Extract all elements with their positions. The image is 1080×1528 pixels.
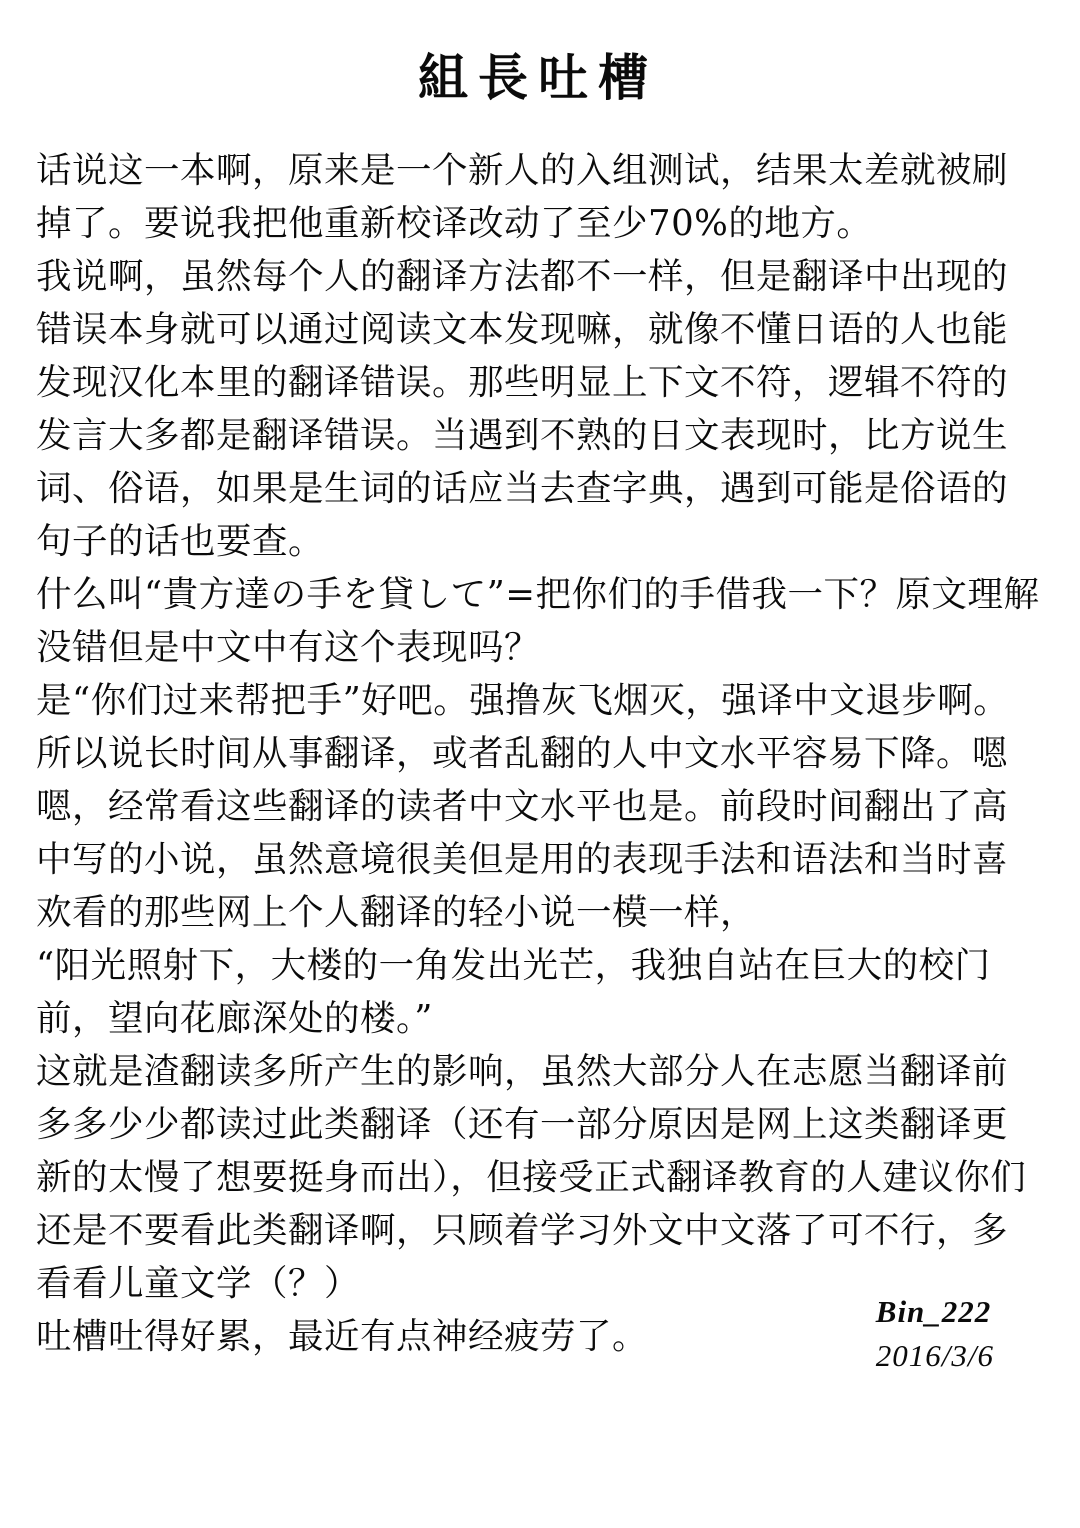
signature-block	[876, 1290, 994, 1378]
paragraph: 话说这一本啊，原来是一个新人的入组测试，结果太差就被刷掉了。要说我把他重新校译改动了至少70%的地方。	[36, 150, 1009, 244]
paragraph: 这就是渣翻读多所产生的影响，虽然大部分人在志愿当翻译前多多少少都读过此类翻译（还有一部分原因是网上这类翻译更新的太慢了想要挺身而出），但接受正式翻译教育的人建议你们还是不要看此类翻译啊，只顾着学习外文中文落了可不行，多看看儿童文学（？）	[36, 1051, 1027, 1304]
paragraph: 什么叫“貴方達の手を貸して”=把你们的手借我一下？原文理解没错但是中文中有这个表现吗？	[36, 574, 1040, 668]
paragraph: “阳光照射下，大楼的一角发出光芒，我独自站在巨大的校门前，望向花廊深处的楼。”	[36, 945, 991, 1039]
paragraph: 吐槽吐得好累，最近有点神经疲劳了。	[36, 1316, 649, 1357]
paragraph: 是“你们过来帮把手”好吧。强撸灰飞烟灭，强译中文退步啊。所以说长时间从事翻译，或者乱翻的人中文水平容易下降。嗯嗯，经常看这些翻译的读者中文水平也是。前段时间翻出了高中写的小说，虽然意境很美但是用的表现手法和语法和当时喜欢看的那些网上个人翻译的轻小说一模一样，	[36, 680, 1010, 933]
page-title: 組長吐槽	[418, 48, 658, 107]
signature-name: Bin_222	[875, 1294, 992, 1329]
document-body	[36, 144, 1040, 1363]
signature-date: 2016/3/6	[875, 1338, 994, 1373]
paragraph: 我说啊，虽然每个人的翻译方法都不一样，但是翻译中出现的错误本身就可以通过阅读文本发现嘛，就像不懂日语的人也能发现汉化本里的翻译错误。那些明显上下文不符，逻辑不符的发言大多都是翻译错误。当遇到不熟的日文表现时，比方说生词、俗语，如果是生词的话应当去查字典，遇到可能是俗语的句子的话也要查。	[36, 256, 1009, 562]
